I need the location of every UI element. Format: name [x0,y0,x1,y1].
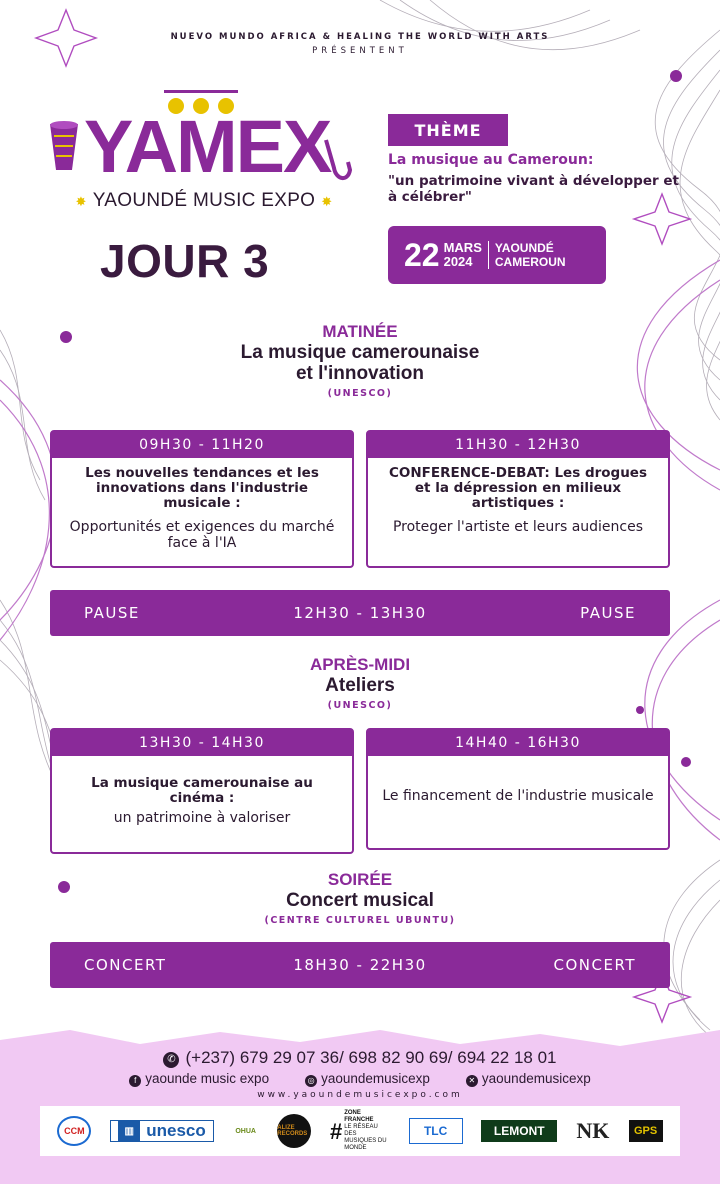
session-card [50,728,354,854]
afternoon-label: APRÈS-MIDI [309,655,411,674]
session-card [50,430,354,568]
x-icon: ✕ [466,1075,478,1087]
sun-icon: ✸ [321,194,333,209]
zone-line3: LE RÉSEAU DES MUSIQUES DU MONDE [344,1124,387,1151]
date-day: 22 [404,236,440,273]
afternoon-title: Ateliers [325,675,395,696]
session-title: La musique camerounaise au cinéma : [91,775,313,806]
pause-right-label: PAUSE [580,604,636,622]
facebook-handle: yaounde music expo [145,1071,270,1086]
session-time: 13H30 - 14H30 [52,730,352,756]
social-links [0,1071,720,1087]
session-time: 11H30 - 12H30 [368,432,668,458]
facebook-icon: f [129,1075,141,1087]
presenters-text: NUEVO MUNDO AFRICA & HEALING THE WORLD WITH ARTS [170,32,550,42]
afternoon-section-heading [0,655,720,711]
gps-logo: GPS [629,1120,663,1142]
zone-franche-logo [330,1110,390,1152]
theme-quote: "un patrimoine vivant à développer et à célébrer" [388,173,679,205]
concert-time: 18H30 - 22H30 [293,956,427,974]
nk-logo: NK [576,1118,610,1143]
session-card [366,728,670,850]
alize-records-logo: ALIZE RECORDS [277,1114,311,1148]
date-year: 2024 [443,254,473,269]
date-country: CAMEROUN [494,255,566,269]
lemont-consulting-logo: LEMONT [481,1120,557,1142]
morning-section-heading [0,322,720,399]
morning-title-line1: La musique camerounaise [240,342,480,363]
evening-section-heading [0,870,720,926]
date-city: YAOUNDÉ [494,241,554,255]
concert-bar [50,942,670,988]
afternoon-organizer: (UNESCO) [327,700,393,711]
session-card [366,430,670,568]
phone-icon: ✆ [163,1052,179,1068]
theme-title: La musique au Cameroun: [388,152,594,168]
drum-icon [46,120,82,176]
session-desc: Opportunités et exigences du marché face à l'IA [69,519,335,551]
session-desc: un patrimoine à valoriser [113,810,291,826]
session-time: 09H30 - 11H20 [52,432,352,458]
theme-badge: THÈME [388,114,508,146]
day-title: JOUR 3 [100,235,270,287]
morning-organizer: (UNESCO) [327,388,393,399]
logo-wordmark: YAMEX [84,105,331,188]
logo-subtitle [44,190,364,212]
unesco-logo [110,1120,214,1142]
zone-line2: FRANCHE [344,1117,374,1123]
session-time: 14H40 - 16H30 [368,730,668,756]
sun-icon: ✸ [75,194,87,209]
pause-time: 12H30 - 13H30 [293,604,427,622]
concert-left-label: CONCERT [84,956,167,974]
pause-left-label: PAUSE [84,604,140,622]
session-title: CONFERENCE-DEBAT: Les drogues et la dépression en milieux artistiques : [388,465,648,511]
contact-phones [0,1048,720,1068]
instagram-icon: ◎ [305,1075,317,1087]
presenting-text: PRÉSENTENT [312,46,408,56]
x-link[interactable] [466,1071,591,1087]
instagram-handle: yaoundemusicexp [321,1071,430,1086]
tlc-logo: TLC [409,1118,463,1144]
morning-title-line2: et l'innovation [295,363,425,384]
hash-icon: # [329,1118,343,1144]
x-handle: yaoundemusicexp [481,1071,591,1086]
presenters-header [0,32,720,56]
ohua-logo: OHUA [235,1127,256,1135]
website-link[interactable]: www.yaoundemusicexpo.com [257,1090,463,1100]
unesco-temple-icon: ▥ [118,1121,140,1141]
date-month-year [444,241,482,269]
date-box [388,226,606,284]
phones-text: (+237) 679 29 07 36/ 698 82 90 69/ 694 22 18 01 [185,1048,557,1067]
facebook-link[interactable] [129,1071,269,1087]
logo-subtitle-text: YAOUNDÉ MUSIC EXPO [92,190,316,211]
session-desc: Proteger l'artiste et leurs audiences [392,519,644,535]
evening-venue: (CENTRE CULTUREL UBUNTU) [264,915,456,926]
zone-line1: ZONE [344,1110,361,1116]
date-month: MARS [443,240,482,255]
session-title: Les nouvelles tendances et les innovations dans l'industrie musicale : [85,465,319,511]
instagram-link[interactable] [305,1071,430,1087]
morning-label: MATINÉE [322,322,398,341]
yamex-logo [44,82,364,222]
concert-right-label: CONCERT [553,956,636,974]
evening-label: SOIRÉE [327,870,393,889]
session-desc: Le financement de l'industrie musicale [382,788,654,804]
ccm-logo: CCM [57,1116,91,1146]
saxophone-icon [320,138,354,186]
date-place [495,241,566,269]
partner-logos [40,1106,680,1156]
unesco-text: unesco [146,1121,206,1140]
date-divider [488,241,489,269]
pause-bar [50,590,670,636]
evening-title: Concert musical [286,890,434,911]
